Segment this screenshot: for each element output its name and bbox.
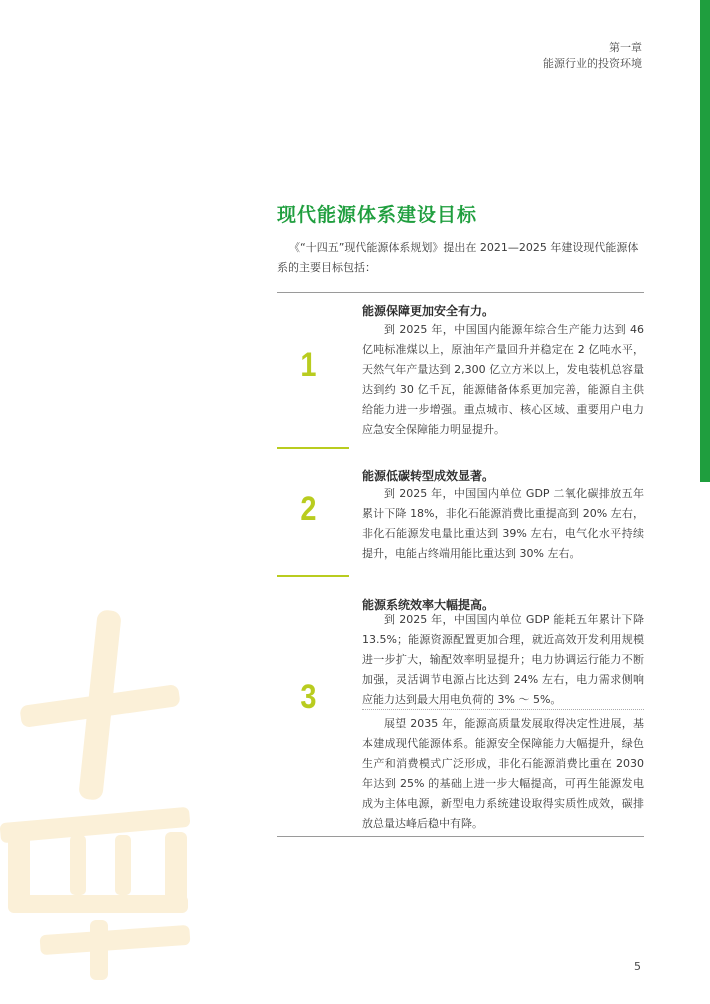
item-title: 能源低碳转型成效显著。 [362,469,495,483]
item-body: 到 2025 年，中国国内能源年综合生产能力达到 46 亿吨标准煤以上，原油年产量回升并稳定在 2 亿吨水平，天然气年产量达到 2,300 亿立方米以上，发电装机总容量达到约 30 亿千瓦，能源储备体系更加完善，能源自主供给能力进一步增强。重点城市、核心区域、重要用户电力应急安全保障能力明显提升。 [362,323,644,436]
running-header [543,40,642,72]
item-divider [277,447,349,449]
bottom-divider [277,836,644,837]
intro-paragraph: 《“十四五”现代能源体系规划》提出在 2021—2025 年建设现代能源体系的主要目标包括： [277,241,639,274]
decorative-brush-characters [0,600,200,980]
item-body: 到 2025 年，中国国内单位 GDP 二氧化碳排放五年累计下降 18%，非化石能源消费比重提高到 20% 左右，非化石能源发电量比重达到 39% 左右，电气化水平持续提升，电能占终端用能比重达到 30% 左右。 [362,487,644,560]
page-number: 5 [634,960,641,973]
side-accent-bar [700,0,710,482]
section-title: 现代能源体系建设目标 [277,204,478,226]
outlook-paragraph: 展望 2035 年，能源高质量发展取得决定性进展，基本建成现代能源体系。能源安全保障能力大幅提升，绿色生产和消费模式广泛形成，非化石能源消费比重在 2030 年达到 25% 的基础上进一步大幅提高，可再生能源发电成为主体电源，新型电力系统建设取得实质性成效，碳排放总量达峰后稳中有降。 [362,717,644,830]
item-divider [277,575,349,577]
item-body: 到 2025 年，中国国内单位 GDP 能耗五年累计下降 13.5%；能源资源配置更加合理，就近高效开发利用规模进一步扩大，输配效率明显提升；电力协调运行能力不断加强，灵活调节电源占比达到 24% 左右，电力需求侧响应能力达到最大用电负荷的 3% ～ 5%。 [362,613,644,706]
outlook-divider [362,709,644,710]
section-label: 能源行业的投资环境 [543,57,642,70]
item-number: 2 [300,490,317,528]
item-number: 1 [300,346,317,384]
top-divider [277,292,644,293]
item-title: 能源系统效率大幅提高。 [362,598,495,612]
chapter-label: 第一章 [609,41,642,54]
item-number: 3 [300,678,317,716]
item-title: 能源保障更加安全有力。 [362,304,495,318]
